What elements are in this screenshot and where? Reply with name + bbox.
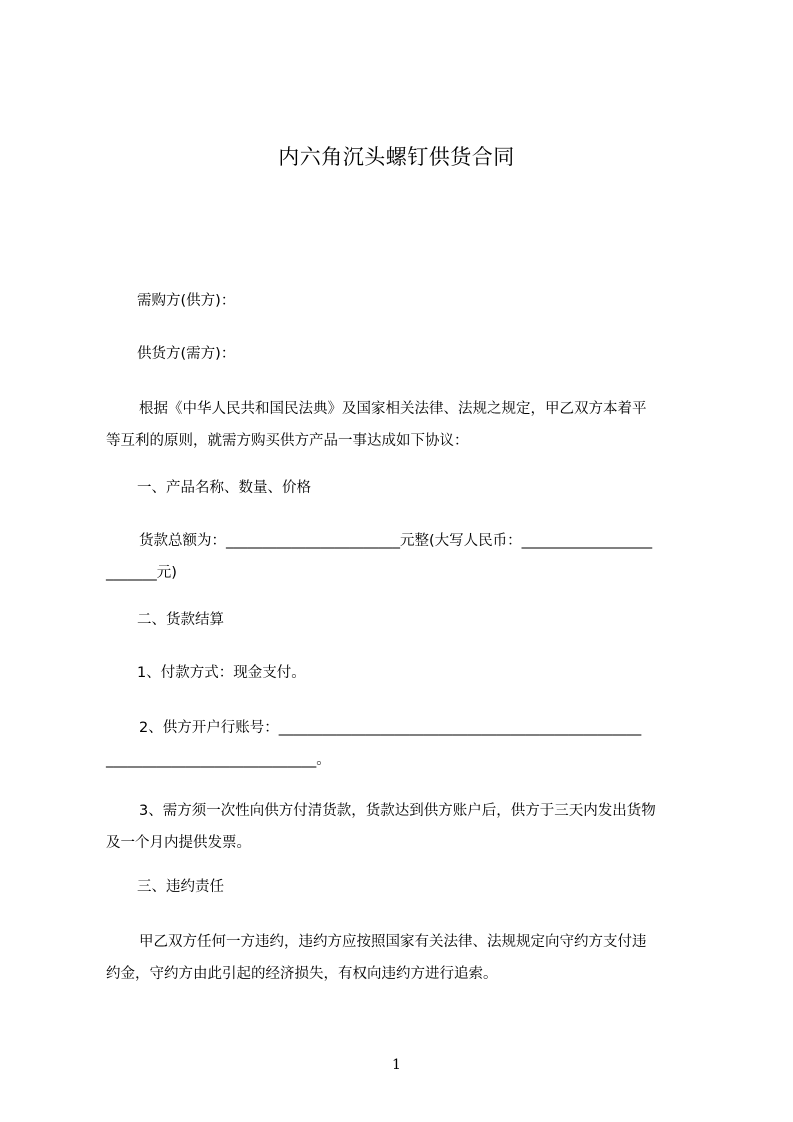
section-1-heading: 一、产品名称、数量、价格 [137, 480, 311, 496]
buyer-label: 需购方(供方)： [137, 293, 236, 309]
account-paragraph [106, 712, 706, 776]
account-line-1: 2、供方开户行账号：__________________________________________________ [139, 720, 642, 736]
account-line-2: _____________________________。 [106, 752, 331, 768]
delivery-paragraph [106, 795, 706, 859]
delivery-line-1: 3、需方须一次性向供方付清货款，货款达到供方账户后，供方于三天内发出货物 [139, 803, 656, 819]
payment-method: 1、付款方式：现金支付。 [137, 665, 306, 681]
breach-line-1: 甲乙双方任何一方违约，违约方应按照国家有关法律、法规规定向守约方支付违 [139, 934, 647, 950]
page-number: 1 [392, 1057, 401, 1073]
preamble-paragraph [106, 393, 706, 457]
total-amount-paragraph [106, 525, 706, 589]
supplier-label: 供货方(需方)： [137, 346, 236, 362]
total-amount-line-2: _______元) [106, 565, 177, 581]
breach-line-2: 约金，守约方由此引起的经济损失，有权向违约方进行追索。 [106, 966, 498, 982]
breach-paragraph [106, 926, 706, 990]
total-amount-line-1: 货款总额为：________________________元整(大写人民币：__________________ [139, 533, 653, 549]
preamble-line-1: 根据《中华人民共和国民法典》及国家相关法律、法规之规定，甲乙双方本着平 [139, 401, 647, 417]
section-3-heading: 三、违约责任 [137, 879, 224, 895]
delivery-line-2: 及一个月内提供发票。 [106, 835, 251, 851]
document-title: 内六角沉头螺钉供货合同 [278, 145, 515, 169]
section-2-heading: 二、货款结算 [137, 612, 224, 628]
preamble-line-2: 等互利的原则，就需方购买供方产品一事达成如下协议： [106, 433, 469, 449]
